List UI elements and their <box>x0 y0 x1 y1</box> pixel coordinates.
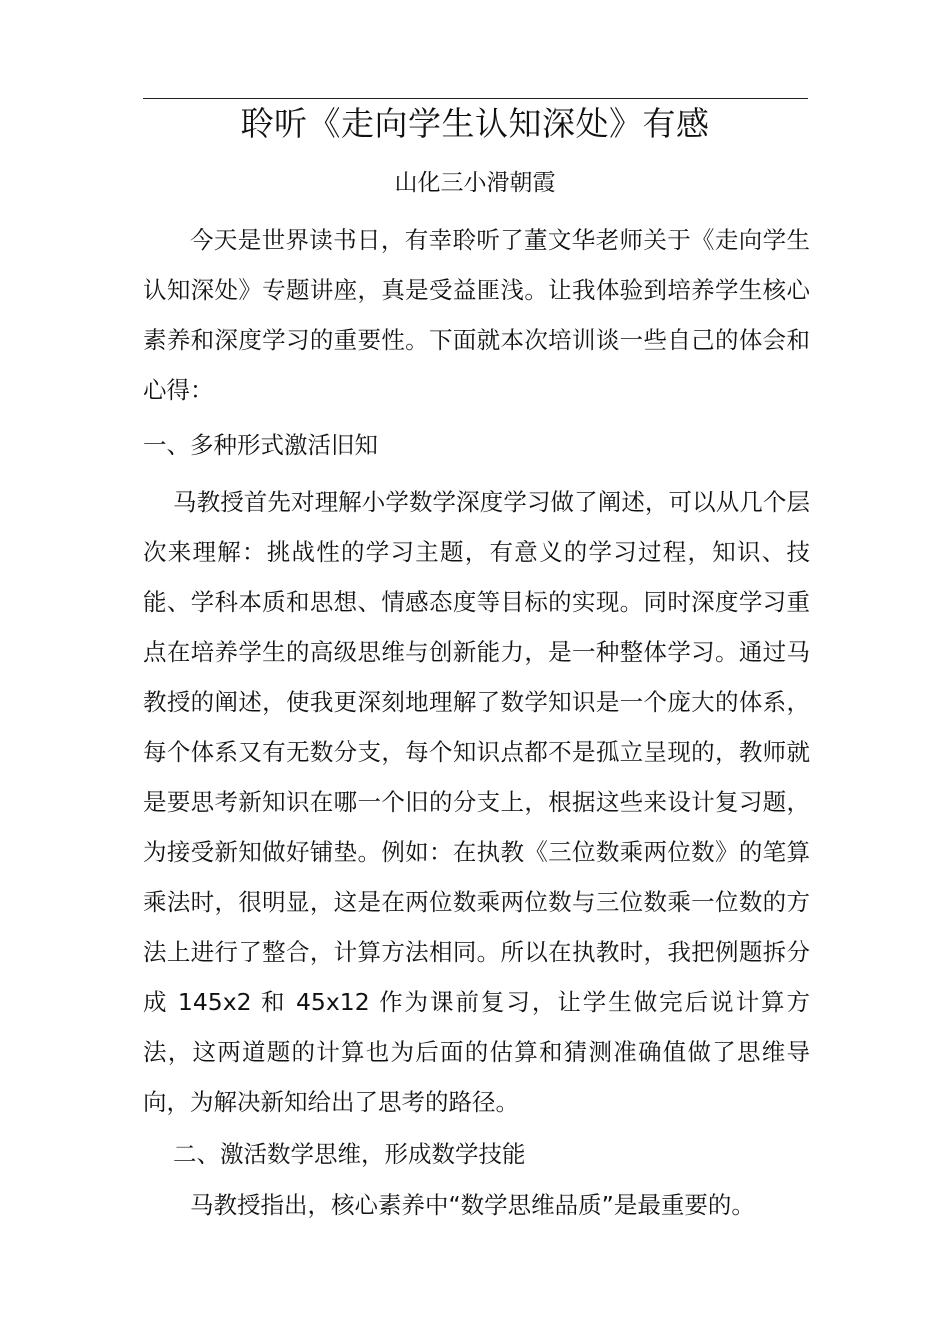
author-line: 山化三小滑朝霞 <box>394 170 556 196</box>
section-heading-1: 一、多种形式激活旧知 <box>143 431 378 459</box>
section-2-paragraph: 马教授指出，核心素养中“数学思维品质”是最重要的。 <box>190 1191 755 1219</box>
document-title: 聆听《走向学生认知深处》有感 <box>240 104 710 143</box>
intro-paragraph: 今天是世界读书日，有幸聆听了董文华老师关于《走向学生认知深处》专题讲座，真是受益匪浅。让我体验到培养学生核心素养和深度学习的重要性。下面就本次培训谈一些自己的体会和心得： <box>143 226 810 404</box>
section-heading-2: 二、激活数学思维，形成数学技能 <box>173 1140 526 1168</box>
header-rule <box>143 98 808 99</box>
section-1-paragraph: 马教授首先对理解小学数学深度学习做了阐述，可以从几个层次来理解：挑战性的学习主题，有意义的学习过程，知识、技能、学科本质和思想、情感态度等目标的实现。同时深度学习重点在培养学生的高级思维与创新能力，是一种整体学习。通过马教授的阐述，使我更深刻地理解了数学知识是一个庞大的体系，每个体系又有无数分支，每个知识点都不是孤立呈现的，教师就是要思考新知识在哪一个旧的分支上，根据这些来设计复习题，为接受新知做好铺垫。例如：在执教《三位数乘两位数》的笔算乘法时，很明显，这是在两位数乘两位数与三位数乘一位数的方法上进行了整合，计算方法相同。所以在执教时，我把例题拆分成 145x2 和 45x12 作为课前复习，让学生做完后说计算方法，这两道题的计算也为后面的估算和猜测准确值做了思维导向，为解决新知给出了思考的路径。 <box>143 488 810 1116</box>
